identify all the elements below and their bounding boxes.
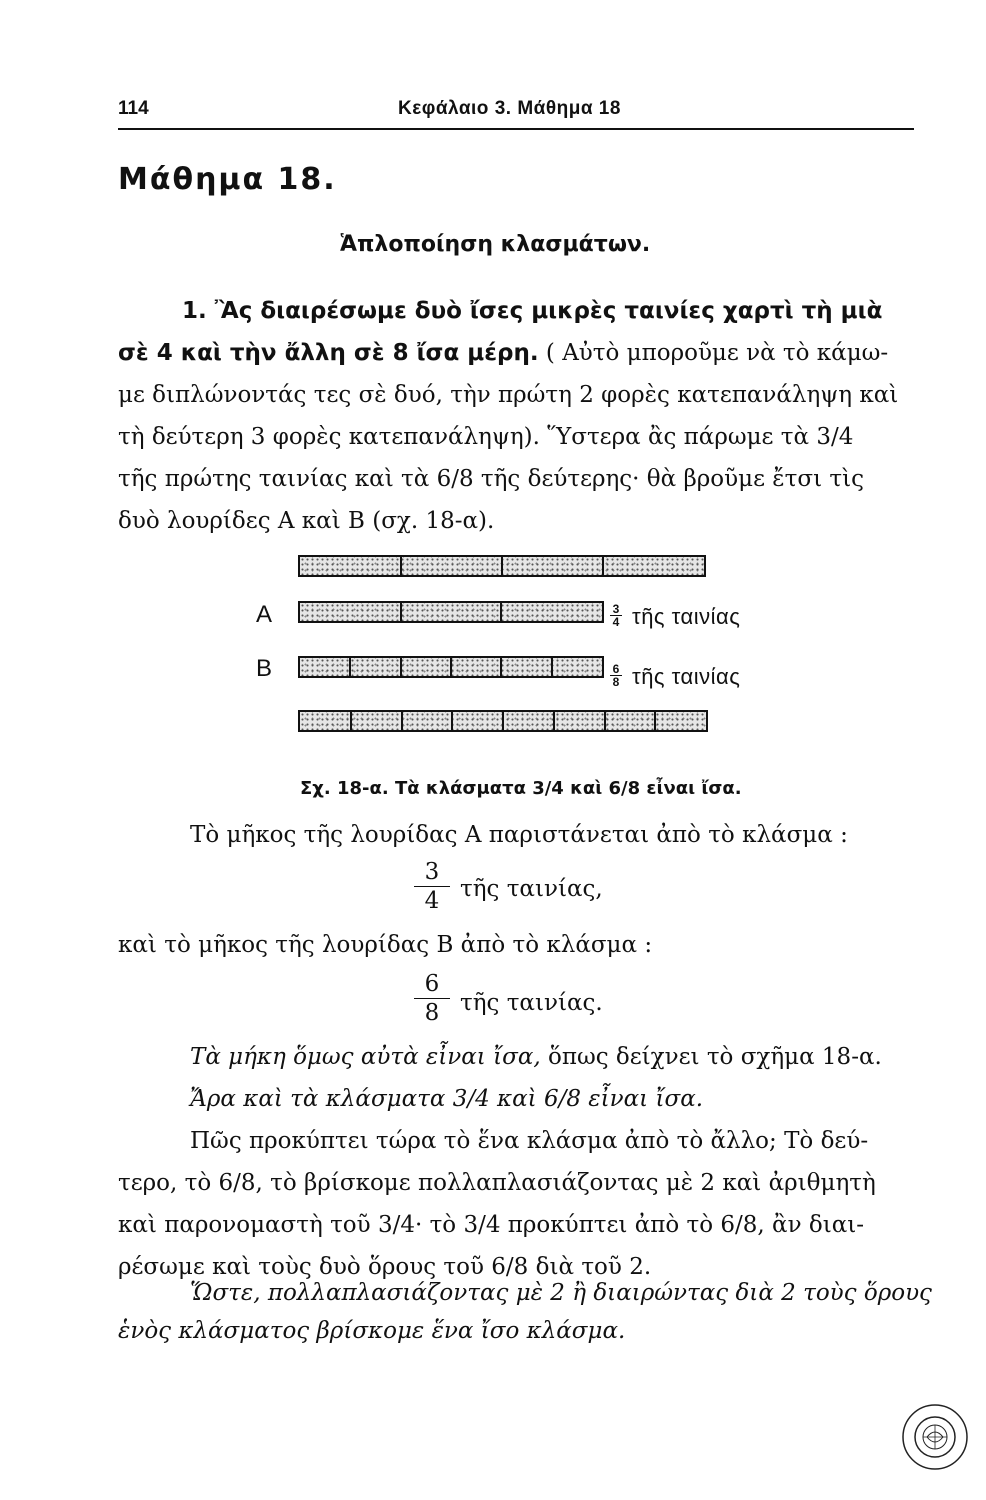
paragraph-1-line-3: με διπλώνοντάς τες σὲ δυό, τὴν πρώτη 2 φορὲς κατεπανάληψη καὶ bbox=[118, 382, 899, 408]
paragraph-1-line-2-bold: σὲ 4 καὶ τὴν ἄλλη σὲ 8 ἴσα μέρη. bbox=[118, 340, 539, 366]
strip-b bbox=[298, 656, 604, 678]
italic-statement-1 bbox=[190, 1044, 882, 1070]
strip-divider bbox=[349, 658, 351, 676]
paragraph-1-line-4: τὴ δεύτερη 3 φορὲς κατεπανάληψη). Ὕστερα ἂς πάρωμε τὰ 3/4 bbox=[118, 424, 854, 450]
strip-a-text: τῆς ταινίας bbox=[632, 604, 741, 629]
paragraph-2-line-1: Πῶς προκύπτει τώρα τὸ ἕνα κλάσμα ἀπὸ τὸ ἄλλο; Τὸ δεύ- bbox=[190, 1128, 869, 1154]
fraction-3-4-numerator: 3 bbox=[424, 859, 440, 885]
strip-divider bbox=[450, 658, 452, 676]
rule-line-2: ἑνὸς κλάσματος βρίσκομε ἕνα ἴσο κλάσμα. bbox=[118, 1318, 626, 1344]
strip-b-fraction-numerator: 6 bbox=[610, 663, 622, 676]
strip-divider bbox=[350, 712, 352, 730]
strip-b-text: τῆς ταινίας bbox=[632, 664, 741, 689]
strip-divider bbox=[500, 658, 502, 676]
fraction-3-4-denominator: 4 bbox=[424, 888, 440, 914]
fraction-3-4-text: τῆς ταινίας, bbox=[460, 876, 603, 902]
strip-whole-quarters bbox=[298, 555, 706, 577]
strip-b-fraction bbox=[610, 663, 622, 688]
fraction-6-8-denominator: 8 bbox=[424, 1000, 440, 1026]
italic-statement-1-rest: ὅπως δείχνει τὸ σχῆμα 18-α. bbox=[540, 1044, 882, 1070]
label-a: Α bbox=[256, 601, 273, 628]
strip-divider bbox=[451, 712, 453, 730]
strip-divider bbox=[604, 712, 606, 730]
strip-a-fraction-denominator: 4 bbox=[612, 615, 620, 629]
fraction-6-8 bbox=[414, 970, 450, 1027]
strip-divider bbox=[500, 603, 502, 621]
page-number: 114 bbox=[118, 98, 149, 119]
rule-line-1: Ὥστε, πολλαπλασιάζοντας μὲ 2 ἢ διαιρώντας διὰ 2 τοὺς ὅρους bbox=[190, 1280, 932, 1306]
paragraph-2-line-4: ρέσωμε καὶ τοὺς δυὸ ὅρους τοῦ 6/8 διὰ τοῦ 2. bbox=[118, 1254, 652, 1280]
strip-divider bbox=[654, 712, 656, 730]
paragraph-2-line-2: τερο, τὸ 6/8, τὸ βρίσκομε πολλαπλασιάζοντας μὲ 2 καὶ ἀριθμητὴ bbox=[118, 1170, 876, 1196]
strip-whole-eighths bbox=[298, 710, 708, 732]
strip-a-fraction-numerator: 3 bbox=[610, 603, 622, 616]
strip-b-fraction-denominator: 8 bbox=[612, 675, 620, 689]
strip-a bbox=[298, 601, 604, 623]
strip-divider bbox=[502, 712, 504, 730]
lesson-title: Μάθημα 18. bbox=[118, 162, 337, 197]
strip-divider bbox=[400, 603, 402, 621]
paragraph-1-line-2-rest: ( Αὐτὸ μποροῦμε νὰ τὸ κάμω- bbox=[538, 340, 889, 366]
body-line-a: Τὸ μῆκος τῆς λουρίδας Α παριστάνεται ἀπὸ τὸ κλάσμα : bbox=[190, 822, 848, 848]
paragraph-1-line-2 bbox=[118, 332, 914, 374]
paragraph-2-line-3: καὶ παρονομαστὴ τοῦ 3/4· τὸ 3/4 προκύπτει ἀπὸ τὸ 6/8, ἂν διαι- bbox=[118, 1212, 865, 1238]
strip-divider bbox=[401, 712, 403, 730]
paragraph-1 bbox=[118, 290, 914, 542]
label-b: Β bbox=[256, 655, 273, 682]
fraction-6-8-text: τῆς ταινίας. bbox=[460, 990, 603, 1016]
strip-a-fraction bbox=[610, 603, 622, 628]
strip-divider bbox=[551, 658, 553, 676]
strip-divider bbox=[400, 658, 402, 676]
strip-divider bbox=[501, 557, 503, 575]
fraction-6-8-numerator: 6 bbox=[424, 971, 440, 997]
paragraph-1-line-5: τῆς πρώτης ταινίας καὶ τὰ 6/8 τῆς δεύτερης· θὰ βροῦμε ἔτσι τὶς bbox=[118, 466, 865, 492]
strip-divider bbox=[400, 557, 402, 575]
page-header bbox=[118, 94, 914, 130]
section-subtitle: Ἁπλοποίηση κλασμάτων. bbox=[340, 232, 651, 257]
italic-statement-1-italic: Τὰ μήκη ὅμως αὐτὰ εἶναι ἴσα, bbox=[190, 1044, 541, 1070]
running-title: Κεφάλαιο 3. Μάθημα 18 bbox=[398, 98, 621, 119]
figure-18a bbox=[250, 550, 810, 750]
strip-divider bbox=[553, 712, 555, 730]
figure-caption: Σχ. 18-α. Τὰ κλάσματα 3/4 καὶ 6/8 εἶναι ἴσα. bbox=[300, 778, 742, 799]
foundation-stamp bbox=[900, 1402, 970, 1472]
body-line-b: καὶ τὸ μῆκος τῆς λουρίδας Β ἀπὸ τὸ κλάσμα : bbox=[118, 932, 653, 958]
strip-divider bbox=[602, 557, 604, 575]
italic-statement-2: Ἄρα καὶ τὰ κλάσματα 3/4 καὶ 6/8 εἶναι ἴσα. bbox=[190, 1086, 704, 1112]
fraction-3-4 bbox=[414, 858, 450, 915]
paragraph-1-line-6: δυὸ λουρίδες Α καὶ Β (σχ. 18-α). bbox=[118, 508, 495, 534]
paragraph-1-line-1: 1. Ἂς διαιρέσωμε δυὸ ἴσες μικρὲς ταινίες χαρτὶ τὴ μιὰ bbox=[182, 298, 883, 324]
